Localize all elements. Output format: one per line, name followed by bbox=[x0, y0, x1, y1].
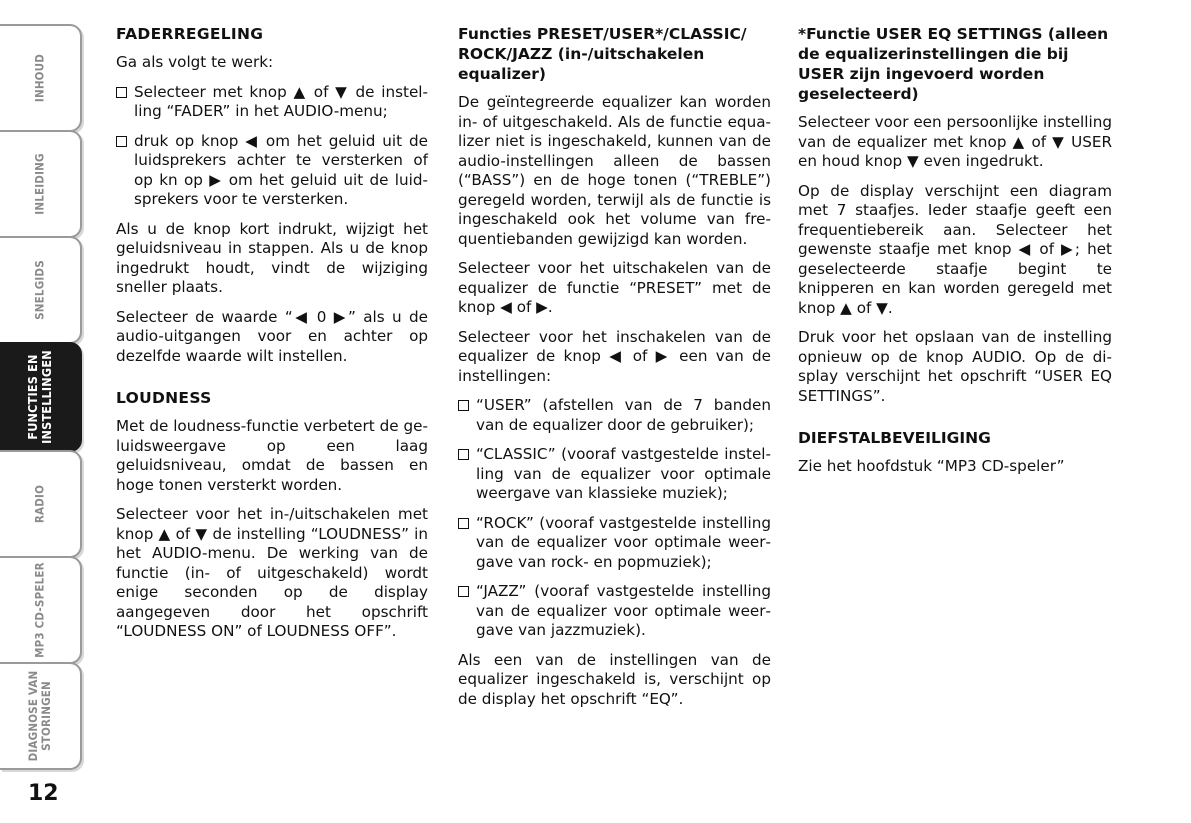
list-item-text: “USER” (afstellen van de 7 banden van de equalizer door de gebruiker); bbox=[476, 396, 771, 434]
column-1 bbox=[116, 24, 428, 652]
list-item-text: Selecteer met knop ▲ of ▼ de instelling “FADER” in het AUDIO-menu; bbox=[134, 82, 428, 120]
list-item bbox=[458, 445, 771, 504]
paragraph: Selecteer voor het uitschakelen van de equalizer de functie “PRESET” met de knop ◀ of ▶. bbox=[458, 259, 771, 316]
tab-label: SNELGIDS bbox=[32, 260, 47, 320]
paragraph: Zie het hoofdstuk “MP3 CD-speler” bbox=[798, 457, 1065, 475]
paragraph: Selecteer de waarde “◀ 0 ▶” als u de audio-uitgangen voor en achter op dezelfde waarde wilt instellen. bbox=[116, 307, 428, 365]
paragraph: Selecteer voor het inschakelen van de equalizer de knop ◀ of ▶ een van de instellingen: bbox=[458, 327, 771, 385]
list-item-text: druk op knop ◀ om het geluid uit de luidsprekers achter te versterken of op kn op ▶ om het geluid uit de luidsprekers voor te versterken. bbox=[134, 131, 428, 208]
user-eq-heading: *Functie USER EQ SETTINGS (alleen de equalizerinstellingen die bij USER zijn ingevoerd worden geselecteerd) bbox=[798, 25, 1109, 103]
paragraph: Als u de knop kort indrukt, wijzigt het geluidsniveau in stappen. Als u de knop ingedrukt houdt, vindt de wijziging sneller plaats. bbox=[116, 219, 428, 296]
list-item bbox=[458, 582, 771, 641]
list-item bbox=[458, 396, 771, 435]
tab-diagnose-van-storingen[interactable] bbox=[0, 662, 82, 770]
list-item bbox=[458, 514, 771, 573]
paragraph: De geïntegreerde equalizer kan worden in- of uitgeschakeld. Als de functie equalizer niet is ingeschakeld, kunnen van de audio-instellingen alleen de bassen (“BASS”) en de hoge tonen (“TREBLE”) geregeld worden, terwijl als de functie is ingeschakeld ook het volume van frequentiebanden gewijzigd kan worden. bbox=[458, 93, 771, 248]
paragraph: Als een van de instellingen van de equalizer ingeschakeld is, verschijnt op de display het opschrift “EQ”. bbox=[458, 650, 771, 708]
tab-functies-en-instellingen[interactable] bbox=[0, 342, 82, 452]
page-number: 12 bbox=[28, 781, 59, 806]
list-item-text: “ROCK” (vooraf vastgestelde instelling van de equalizer voor optimale weergave van rock- en popmuziek); bbox=[476, 513, 771, 571]
theft-protection-heading: DIEFSTALBEVEILIGING bbox=[798, 429, 991, 447]
checkbox-bullet-icon bbox=[458, 586, 469, 597]
tab-mp3-cd-speler[interactable] bbox=[0, 556, 82, 664]
list-item bbox=[116, 132, 428, 210]
list-item-text: “CLASSIC” (vooraf vastgestelde instelling van de equalizer voor optimale weergave van klassieke muziek); bbox=[476, 445, 771, 502]
column-2 bbox=[458, 24, 771, 719]
paragraph: Selecteer voor het in-/uitschakelen met knop ▲ of ▼ de instelling “LOUDNESS” in het AUDIO-menu. De werking van de functie (in- of uitgeschakeld) wordt enige seconden op de display aangegeven door het opschrift “LOUDNESS ON” of LOUDNESS OFF”. bbox=[116, 505, 428, 640]
tab-snelgids[interactable] bbox=[0, 236, 82, 344]
tab-label: RADIO bbox=[32, 484, 47, 524]
tab-label: INLEIDING bbox=[32, 153, 47, 215]
checkbox-bullet-icon bbox=[458, 400, 469, 411]
paragraph: Met de loudness-functie verbetert de geluidsweergave op een laag geluidsniveau, omdat de bassen en hoge tonen versterkt worden. bbox=[116, 417, 428, 494]
fader-heading: FADERREGELING bbox=[116, 25, 264, 43]
tab-label: MP3 CD-SPELER bbox=[32, 562, 47, 658]
tab-inleiding[interactable] bbox=[0, 130, 82, 238]
paragraph: Op de display verschijnt een diagram met 7 staafjes. Ieder staafje geeft een frequentiebereik aan. Selecteer het gewenste staafje met knop ◀ of ▶; het geselecteerde staafje begint te knipperen en kan worden geregeld met knop ▲ of ▼. bbox=[798, 181, 1112, 317]
list-item bbox=[116, 83, 428, 122]
tab-label: INHOUD bbox=[32, 53, 47, 103]
checkbox-bullet-icon bbox=[116, 136, 127, 147]
checkbox-bullet-icon bbox=[458, 518, 469, 529]
paragraph: Ga als volgt te werk: bbox=[116, 53, 274, 71]
tab-label: DIAGNOSE VAN STORINGEN bbox=[26, 670, 53, 762]
equalizer-heading: Functies PRESET/USER*/CLASSIC/ ROCK/JAZZ (in-/uitschakelen equalizer) bbox=[458, 25, 747, 83]
tab-radio[interactable] bbox=[0, 450, 82, 558]
paragraph: Selecteer voor een persoonlijke instelling van de equalizer met knop ▲ of ▼ USER en houd knop ▼ even ingedrukt. bbox=[798, 113, 1112, 170]
loudness-heading: LOUDNESS bbox=[116, 389, 212, 407]
tab-inhoud[interactable] bbox=[0, 24, 82, 132]
column-3 bbox=[798, 24, 1112, 487]
checkbox-bullet-icon bbox=[458, 449, 469, 460]
list-item-text: “JAZZ” (vooraf vastgestelde instelling van de equalizer voor optimale weergave van jazzmuziek). bbox=[476, 582, 771, 639]
checkbox-bullet-icon bbox=[116, 87, 127, 98]
tab-label: FUNCTIES EN INSTELLINGEN bbox=[25, 350, 54, 444]
paragraph: Druk voor het opslaan van de instelling opnieuw op de knop AUDIO. Op de display verschijnt het opschrift “USER EQ SETTINGS”. bbox=[798, 328, 1112, 405]
